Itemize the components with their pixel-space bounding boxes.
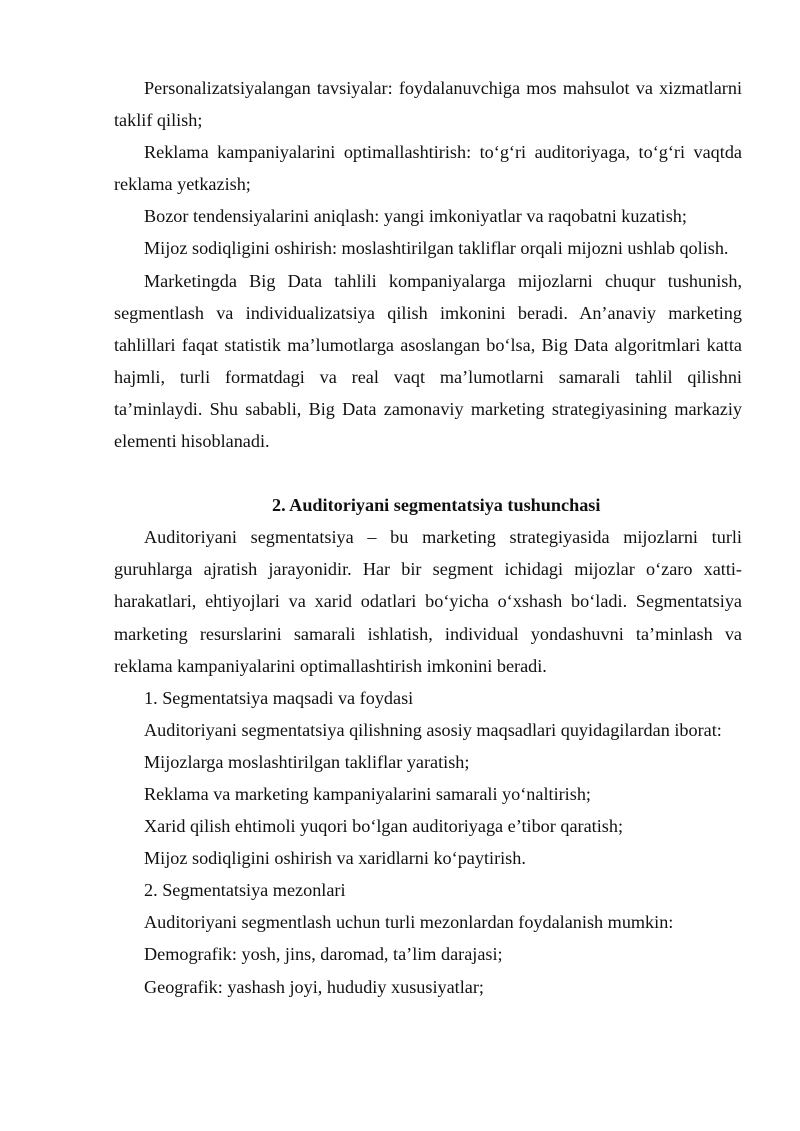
list-item-tailored-offers: Mijozlarga moslashtirilgan takliflar yaratish; (144, 751, 470, 772)
paragraph-main-goals: Auditoriyani segmentatsiya qilishning asosiy maqsadlari quyidagilardan iborat: (144, 719, 722, 740)
list-item-loyalty-sales: Mijoz sodiqligini oshirish va xaridlarni ko‘paytirish. (144, 848, 526, 869)
subheading-segmentation-criteria: 2. Segmentatsiya mezonlari (144, 880, 346, 901)
list-item-high-intent-audience: Xarid qilish ehtimoli yuqori bo‘lgan auditoriyaga e’tibor qaratish; (144, 816, 624, 837)
paragraph-ad-campaign-optimization: Reklama kampaniyalarini optimallashtirish: to‘g‘ri auditoriyaga, to‘g‘ri vaqtda reklama yetkazish; (114, 142, 742, 195)
list-item-demographic: Demografik: yosh, jins, daromad, ta’lim darajasi; (144, 944, 503, 965)
section-heading: 2. Auditoriyani segmentatsiya tushunchasi (272, 495, 601, 516)
paragraph-market-trends: Bozor tendensiyalarini aniqlash: yangi imkoniyatlar va raqobatni kuzatish; (144, 206, 687, 227)
list-item-geographic: Geografik: yashash joyi, hududiy xususiyatlar; (144, 976, 484, 997)
document-page (114, 72, 742, 1003)
paragraph-big-data-marketing: Marketingda Big Data tahlili kompaniyalarga mijozlarni chuqur tushunish, segmentlash va individualizatsiya qilish imkonini beradi. An’anaviy marketing tahlillari faqat statistik ma’lumotlarga asoslangan bo‘lsa, Big Data algoritmlari katta hajmli, turli formatdagi va real vaqt ma’lumotlarni samarali tahlil qilishni ta’minlaydi. Shu sababli, Big Data zamonaviy marketing strategiyasining markaziy elementi hisoblanadi. (114, 270, 742, 452)
paragraph-personalized-recommendations: Personalizatsiyalangan tavsiyalar: foydalanuvchiga mos mahsulot va xizmatlarni taklif qilish; (114, 78, 742, 131)
list-item-campaign-targeting: Reklama va marketing kampaniyalarini samarali yo‘naltirish; (144, 783, 591, 804)
paragraph-criteria-intro: Auditoriyani segmentlash uchun turli mezonlardan foydalanish mumkin: (144, 912, 674, 933)
subheading-segmentation-purpose: 1. Segmentatsiya maqsadi va foydasi (144, 687, 414, 708)
paragraph-customer-loyalty: Mijoz sodiqligini oshirish: moslashtirilgan takliflar orqali mijozni ushlab qolish. (144, 238, 729, 259)
paragraph-segmentation-intro: Auditoriyani segmentatsiya – bu marketing strategiyasida mijozlarni turli guruhlarga ajratish jarayonidir. Har bir segment ichidagi mijozlar o‘zaro xatti-harakatlari, ehtiyojlari va xarid odatlari bo‘yicha o‘xshash bo‘ladi. Segmentatsiya marketing resurslarini samarali ishlatish, individual yondashuvni ta’minlash va reklama kampaniyalarini optimallashtirish imkonini beradi. (114, 527, 742, 676)
section-spacer (114, 457, 742, 489)
